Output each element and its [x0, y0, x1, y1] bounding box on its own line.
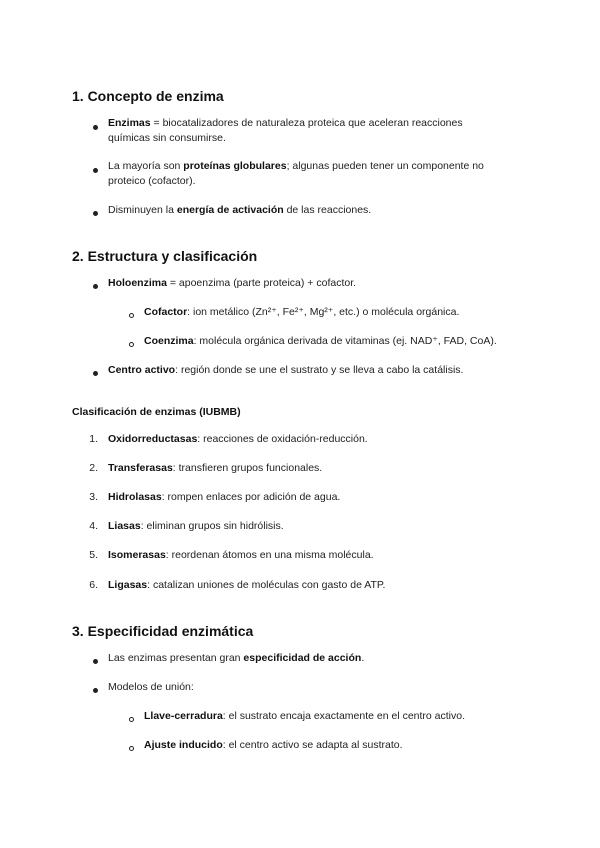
- term: Coenzima: [144, 335, 194, 347]
- item-text: Disminuyen la: [108, 204, 177, 216]
- term: energía de activación: [176, 204, 284, 216]
- list-item-centro-activo: [108, 363, 528, 378]
- item-text: .: [361, 652, 365, 664]
- item-text: = biocatalizadores de naturaleza proteica que aceleran reacciones: [150, 117, 463, 129]
- item-text: Las enzimas presentan gran: [108, 652, 244, 664]
- list-number: 4.: [89, 520, 98, 532]
- list-number: 5.: [89, 549, 98, 561]
- item-text: : el sustrato encaja exactamente en el centro activo.: [222, 710, 466, 722]
- list-number: 6.: [89, 579, 98, 591]
- list-item-oxidorreductasas: [108, 432, 528, 447]
- term: especificidad de acción: [243, 652, 362, 664]
- term: Holoenzima: [108, 277, 167, 289]
- list-item-llave-cerradura: [144, 709, 564, 724]
- term: Centro activo: [108, 364, 176, 376]
- term: Cofactor: [144, 306, 188, 318]
- list-number: 1.: [89, 433, 98, 445]
- item-text-line2: químicas sin consumirse.: [108, 132, 226, 144]
- list-number: 2.: [89, 462, 98, 474]
- term: Ajuste inducido: [144, 739, 223, 751]
- item-text: : eliminan grupos sin hidrólisis.: [140, 520, 284, 532]
- bullet-circle-icon: [129, 313, 134, 318]
- bullet-disc-icon: [93, 125, 98, 130]
- list-item-energia: [108, 203, 528, 218]
- item-text: : reordenan átomos en una misma molécula.: [165, 549, 374, 561]
- term: Oxidorreductasas: [108, 433, 198, 445]
- list-item-liasas: [108, 519, 528, 534]
- item-text: : transfieren grupos funcionales.: [172, 462, 323, 474]
- list-item-enzimas: [108, 116, 528, 146]
- list-item-holoenzima: [108, 276, 528, 291]
- term: Enzimas: [108, 117, 151, 129]
- list-number: 3.: [89, 491, 98, 503]
- term: Llave-cerradura: [144, 710, 223, 722]
- item-text: ; algunas pueden tener un componente no: [286, 160, 484, 172]
- list-item-coenzima: [144, 334, 564, 349]
- bullet-circle-icon: [129, 342, 134, 347]
- item-text: de las reacciones.: [283, 204, 372, 216]
- term: Hidrolasas: [108, 491, 162, 503]
- item-text: : molécula orgánica derivada de vitaminas (ej. NAD⁺, FAD, CoA).: [193, 335, 497, 347]
- bullet-disc-icon: [93, 371, 98, 376]
- list-item-cofactor: [144, 305, 564, 320]
- bullet-disc-icon: [93, 211, 98, 216]
- list-item-ligasas: [108, 578, 528, 593]
- section-2-heading: 2. Estructura y clasificación: [72, 248, 258, 264]
- item-text-line2: proteico (cofactor).: [108, 175, 196, 187]
- item-text: : ion metálico (Zn²⁺, Fe²⁺, Mg²⁺, etc.) o molécula orgánica.: [187, 306, 460, 318]
- item-text: = apoenzima (parte proteica) + cofactor.: [166, 277, 357, 289]
- item-text: : el centro activo se adapta al sustrato.: [222, 739, 403, 751]
- bullet-disc-icon: [93, 688, 98, 693]
- list-item-isomerasas: [108, 548, 528, 563]
- item-text: : reacciones de oxidación-reducción.: [197, 433, 368, 445]
- bullet-disc-icon: [93, 168, 98, 173]
- item-text: : región donde se une el sustrato y se lleva a cabo la catálisis.: [175, 364, 464, 376]
- classification-heading: Clasificación de enzimas (IUBMB): [72, 406, 241, 418]
- bullet-circle-icon: [129, 717, 134, 722]
- bullet-circle-icon: [129, 746, 134, 751]
- list-item-especificidad: [108, 651, 528, 666]
- list-item-proteinas: [108, 159, 528, 189]
- section-3-heading: 3. Especificidad enzimática: [72, 623, 254, 639]
- term: Liasas: [108, 520, 141, 532]
- term: Isomerasas: [108, 549, 166, 561]
- bullet-disc-icon: [93, 284, 98, 289]
- list-item-modelos: [108, 680, 528, 695]
- term: Ligasas: [108, 579, 148, 591]
- section-1-heading: 1. Concepto de enzima: [72, 88, 224, 104]
- item-text: : rompen enlaces por adición de agua.: [161, 491, 341, 503]
- item-text: Modelos de unión:: [108, 681, 194, 693]
- item-text: La mayoría son: [108, 160, 184, 172]
- term: Transferasas: [108, 462, 173, 474]
- list-item-transferasas: [108, 461, 528, 476]
- bullet-disc-icon: [93, 659, 98, 664]
- term: proteínas globulares: [183, 160, 287, 172]
- list-item-hidrolasas: [108, 490, 528, 505]
- list-item-ajuste-inducido: [144, 738, 564, 753]
- item-text: : catalizan uniones de moléculas con gasto de ATP.: [147, 579, 386, 591]
